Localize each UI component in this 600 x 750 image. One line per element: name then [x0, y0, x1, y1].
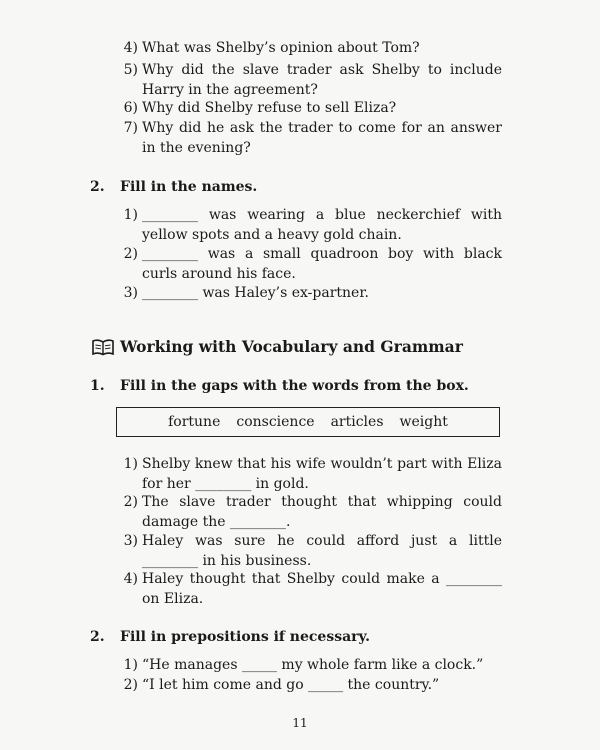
item-number: 1): [123, 207, 138, 223]
item-text: “I let him come and go _____ the country.”: [142, 677, 440, 693]
task-heading: 2. Fill in prepositions if necessary.: [90, 629, 370, 645]
item-text: What was Shelby’s opinion about Tom?: [142, 40, 420, 56]
list-item: [112, 99, 502, 119]
task-heading: 2. Fill in the names.: [90, 179, 258, 195]
item-number: 1): [123, 657, 138, 673]
list-item: [112, 656, 502, 676]
item-text: Why did Shelby refuse to sell Eliza?: [142, 100, 397, 116]
item-number: 6): [123, 100, 138, 116]
item-text: ________ was wearing a blue neckerchief with yellow spots and a heavy gold chain.: [142, 207, 502, 243]
item-text: Why did the slave trader ask Shelby to include Harry in the agreement?: [142, 62, 502, 98]
list-item: [112, 676, 502, 696]
item-text: Haley thought that Shelby could make a ________ on Eliza.: [142, 571, 502, 607]
item-number: 3): [123, 533, 138, 549]
item-number: 5): [123, 62, 138, 78]
task-heading: 1. Fill in the gaps with the words from the box.: [90, 378, 469, 394]
page-number: 11: [292, 716, 308, 730]
box-word: fortune: [168, 414, 221, 430]
section-title-text: Working with Vocabulary and Grammar: [120, 337, 463, 356]
box-word: articles: [330, 414, 384, 430]
item-number: 4): [123, 571, 138, 587]
word-box: [116, 407, 500, 437]
list-item: [112, 245, 502, 284]
list-item: [112, 455, 502, 494]
item-text: Shelby knew that his wife wouldn’t part with Eliza for her ________ in gold.: [142, 456, 502, 492]
list-item: [112, 119, 502, 158]
item-text: Why did he ask the trader to come for an answer in the evening?: [142, 120, 502, 156]
item-number: 2): [123, 677, 138, 693]
list-item: [112, 532, 502, 571]
list-item: [112, 39, 502, 59]
list-item: [112, 570, 502, 609]
list-item: [112, 493, 502, 532]
item-number: 3): [123, 285, 138, 301]
item-number: 7): [123, 120, 138, 136]
book-icon: [92, 338, 114, 356]
list-item: [112, 206, 502, 245]
item-number: 4): [123, 40, 138, 56]
box-word: conscience: [236, 414, 315, 430]
item-text: ________ was a small quadroon boy with black curls around his face.: [142, 246, 502, 282]
item-number: 2): [123, 494, 138, 510]
section-title: [92, 337, 463, 356]
item-number: 2): [123, 246, 138, 262]
list-item: [112, 61, 502, 100]
box-word: weight: [399, 414, 448, 430]
item-text: ________ was Haley’s ex-partner.: [142, 285, 369, 301]
list-item: [112, 284, 502, 304]
item-text: Haley was sure he could afford just a little ________ in his business.: [142, 533, 502, 569]
item-number: 1): [123, 456, 138, 472]
item-text: The slave trader thought that whipping could damage the ________.: [142, 494, 502, 530]
item-text: “He manages _____ my whole farm like a clock.”: [142, 657, 484, 673]
